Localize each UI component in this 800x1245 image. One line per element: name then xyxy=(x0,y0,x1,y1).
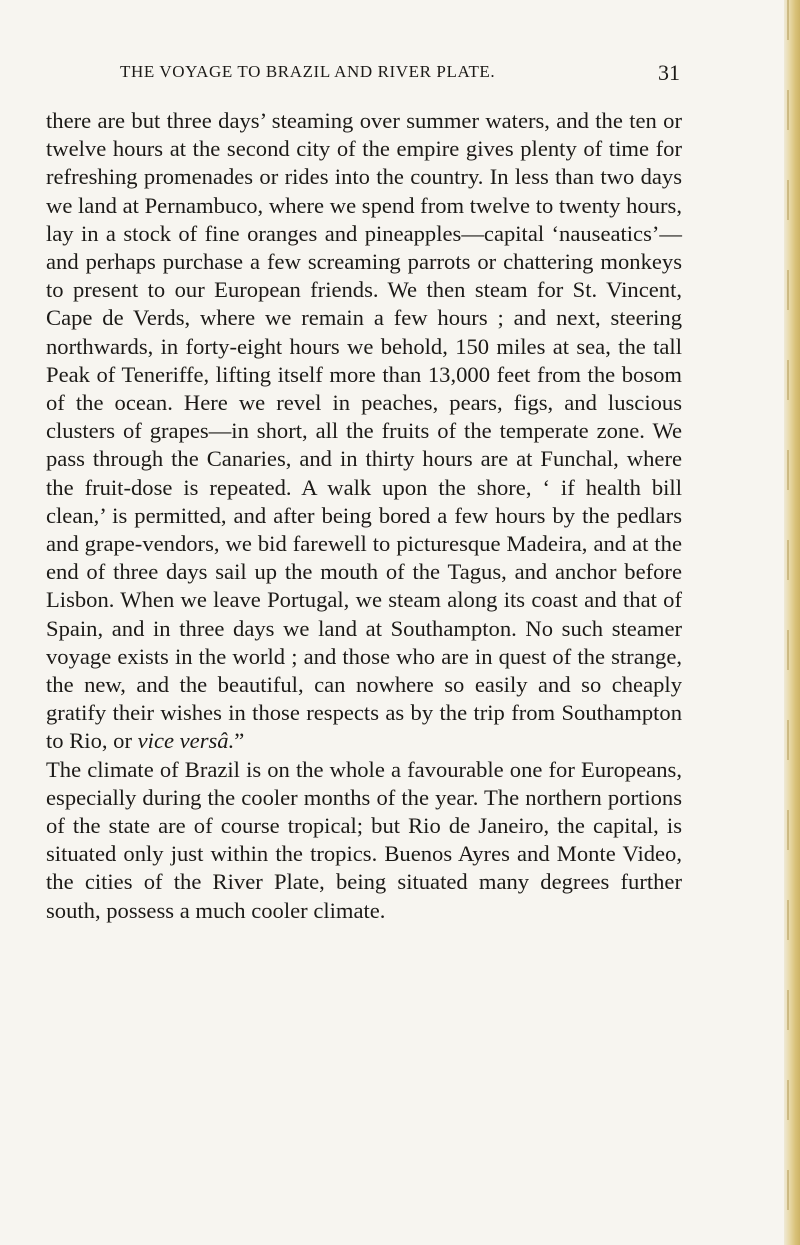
italic-phrase: vice versâ. xyxy=(137,728,235,754)
running-head xyxy=(120,62,680,86)
page-number: 31 xyxy=(658,60,680,85)
paragraph-2-text: The climate of Brazil is on the whole a favourable one for Europeans, especially during the cooler months of the year. The northern portions of the state are of course tropical; but Rio de Janeiro, the capital, is situated only just within the tropics. Buenos Ayres and Monte Video, the cities of the River Plate, being situated many degrees further south, possess a much cooler climate. xyxy=(46,756,682,923)
paragraph-1 xyxy=(46,107,682,756)
closing-quote: ” xyxy=(234,728,245,754)
body-text xyxy=(46,107,682,925)
paragraph-2 xyxy=(46,756,682,925)
paragraph-1-text: there are but three days’ steaming over summer waters, and the ten or twelve hours at the second city of the empire gives plenty of time for refreshing promenades or rides into the country. In less than two days we land at Pernambuco, where we spend from twelve to twenty hours, lay in a stock of fine oranges and pineapples—capital ‘nauseatics’—and perhaps purchase a few screaming parrots or chattering monkeys to present to our European friends. We then steam for St. Vincent, Cape de Verds, where we remain a few hours ; and next, steering northwards, in forty-eight hours we behold, 150 miles at sea, the tall Peak of Teneriffe, lifting itself more than 13,000 feet from the bosom of the ocean. Here we revel in peaches, pears, figs, and luscious clusters of grapes—in short, all the fruits of the temperate zone. We pass through the Canaries, and in thirty hours are at Funchal, where the fruit-dose is repeated. A walk upon the shore, ‘ if health bill clean,’ is permitted, and after being bored a few hours by the pedlars and grape-vendors, we bid farewell to picturesque Madeira, and at the end of three days sail up the mouth of the Tagus, and anchor before Lisbon. When we leave Portugal, we steam along its coast and that of Spain, and in three days we land at Southampton. No such steamer voyage exists in the world ; and those who are in quest of the strange, the new, and the beautiful, can nowhere so easily and so cheaply gratify their wishes in those respects as by the trip from Southampton to Rio, or xyxy=(46,108,682,754)
running-title: THE VOYAGE TO BRAZIL AND RIVER PLATE. xyxy=(120,62,496,81)
page-edge xyxy=(784,0,800,1245)
